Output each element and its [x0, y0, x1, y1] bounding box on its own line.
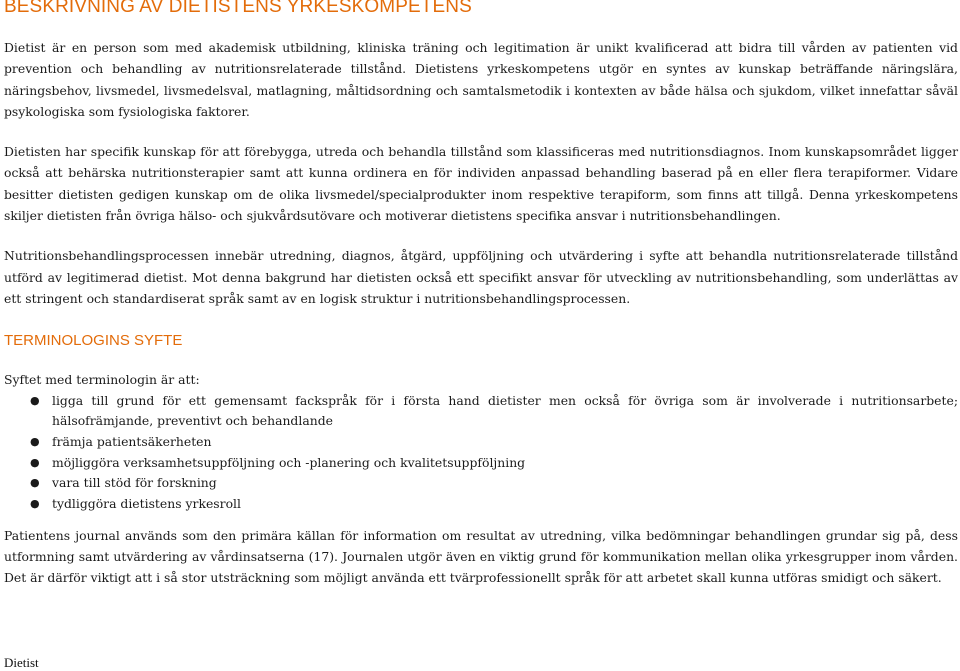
paragraph-knowledge: Dietisten har specifik kunskap för att förebygga, utreda och behandla tillstånd som klassificeras med nutritionsdiagnos. Inom kunskapsområdet ligger också att behärska nutritionsterapier samt att kunna ordinera en för individen anpassad behandling baserad på en eller flera terapiformer. Vidare besitter dietisten gedigen kunskap om de olika livsmedel/specialprodukter inom respektive terapiform, som finns att tillgå. Denna yrkeskompetens skiljer dietisten från övriga hälso- och sjukvårdsutövare och motiverar dietistens specifika ansvar i nutritionsbehandlingen.	[4, 144, 958, 224]
purpose-list	[4, 391, 958, 515]
paragraph-definition: Dietist är en person som med akademisk utbildning, kliniska träning och legitimation är unikt kvalificerad att bidra till vården av patienten vid prevention och behandling av nutritionsrelaterade tillstånd. Dietistens yrkeskompetens utgör en syntes av kunskap beträffande näringslära, näringsbehov, livsmedel, livsmedelsval, matlagning, måltidsordning och samtalsmetodik i kontexten av både hälsa och sjukdom, vilket innefattar såväl psykologiska som fysiologiska faktorer.	[4, 40, 958, 119]
list-item-text: vara till stöd för forskning	[52, 475, 217, 491]
list-item	[30, 494, 958, 515]
list-item	[30, 432, 958, 453]
section-heading: TERMINOLOGINS SYFTE	[4, 332, 183, 350]
purpose-intro: Syftet med terminologin är att:	[4, 372, 200, 388]
paragraph-journal: Patientens journal används som den primära källan för information om resultat av utredning, vilka bedömningar behandlingen grundar sig på, dess utformning samt utvärdering av vårdinsatserna (17). Journalen utgör även en viktig grund för kommunikation mellan olika yrkesgrupper inom vården. Det är därför viktigt att i så stor utsträckning som möjligt använda ett tvärprofessionellt språk för att arbetet skall kunna utföras smidigt och säkert.	[4, 527, 958, 586]
list-item	[30, 391, 958, 432]
document-page	[4, 0, 958, 589]
list-item	[30, 473, 958, 494]
list-item-text: främja patientsäkerheten	[52, 433, 212, 449]
list-item-text: möjliggöra verksamhetsuppföljning och -planering och kvalitetsuppföljning	[52, 454, 526, 470]
bullet-icon: ●	[30, 476, 40, 490]
bullet-icon: ●	[30, 434, 40, 448]
bullet-icon: ●	[30, 455, 40, 469]
page-heading: BESKRIVNING AV DIETISTENS YRKESKOMPETENS	[4, 0, 472, 17]
list-item	[30, 453, 958, 474]
paragraph-process: Nutritionsbehandlingsprocessen innebär utredning, diagnos, åtgärd, uppföljning och utvärdering i syfte att behandla nutritionsrelaterade tillstånd utförd av legitimerad dietist. Mot denna bakgrund har dietisten också ett specifikt ansvar för utveckling av nutritionsbehandling, som underlättas av ett stringent och standardiserat språk samt av en logisk struktur i nutritionsbehandlingsprocessen.	[4, 248, 958, 306]
list-item-text: ligga till grund för ett gemensamt fackspråk för i första hand dietister men också för övriga som är involverade i nutritionsarbete; hälsofrämjande, preventivt och behandlande	[52, 392, 958, 429]
list-item-text: tydliggöra dietistens yrkesroll	[52, 496, 241, 512]
bullet-icon: ●	[30, 497, 40, 511]
page-footer: Dietist	[4, 655, 39, 670]
bullet-icon: ●	[30, 393, 40, 407]
